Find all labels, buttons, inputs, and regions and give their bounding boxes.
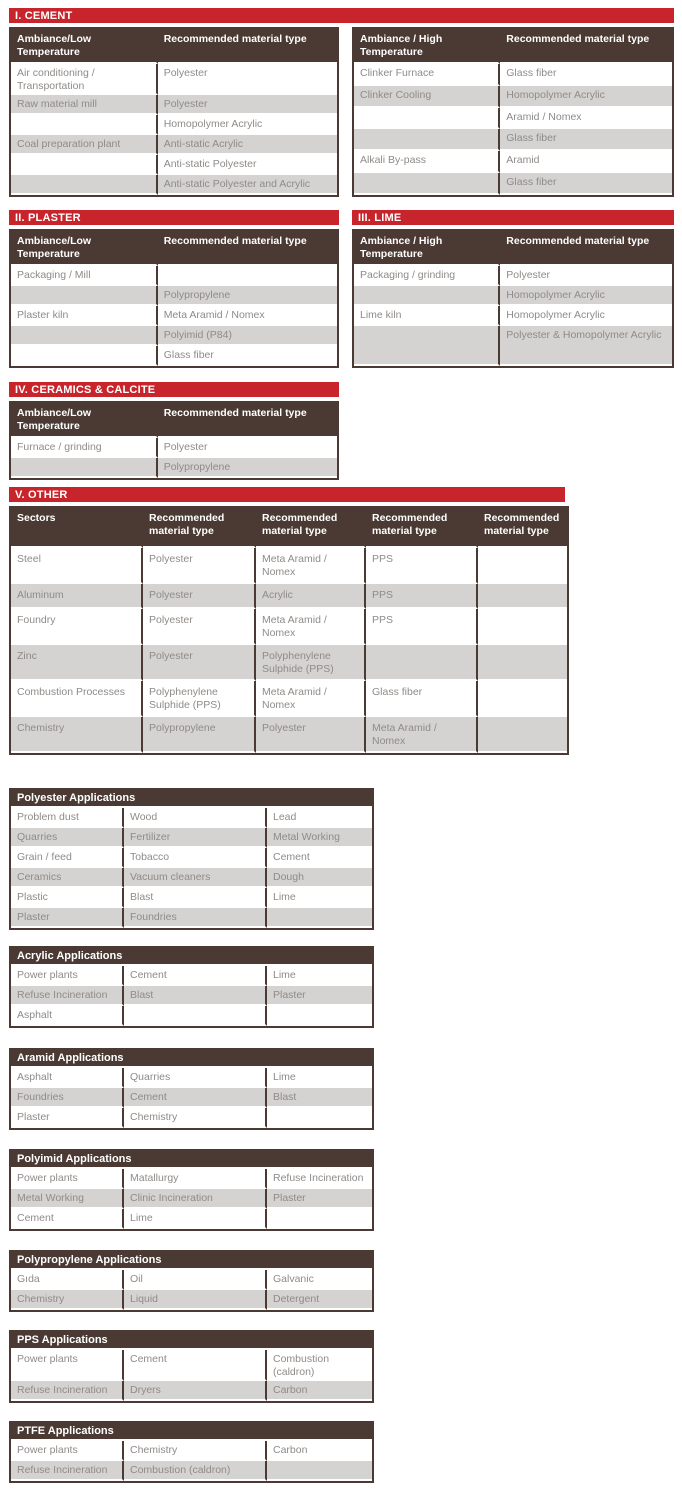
- column-header: Ambiance/Low Temperature: [11, 29, 158, 64]
- section-ceramics-calcite: [9, 382, 674, 480]
- table-cell: [366, 645, 478, 681]
- table-cell: Homopolymer Acrylic: [500, 286, 672, 306]
- table-row: [354, 326, 672, 366]
- table-row: [11, 888, 372, 908]
- table-row: [11, 1381, 372, 1401]
- table-cell: Meta Aramid / Nomex: [256, 548, 366, 584]
- section-banner-ceramics: IV. CERAMICS & CALCITE: [9, 382, 339, 397]
- section-banner-cement: I. CEMENT: [9, 8, 674, 23]
- table-cell: Foundries: [124, 908, 267, 928]
- table-row: [11, 868, 372, 888]
- table-cell: Power plants: [11, 1350, 124, 1381]
- column-header: Recommended material type: [478, 508, 567, 548]
- table-cell: Lime: [267, 888, 372, 908]
- table-cell: Matallurgy: [124, 1169, 267, 1189]
- plaster-table: [9, 229, 339, 368]
- table-cell: Lead: [267, 808, 372, 828]
- table-cell: Acrylic: [256, 584, 366, 609]
- header-row: [11, 1423, 372, 1441]
- table-cell: Blast: [124, 986, 267, 1006]
- table-cell: [267, 1209, 372, 1229]
- table-cell: Blast: [124, 888, 267, 908]
- table-row: [11, 286, 337, 306]
- table-row: [11, 326, 337, 346]
- table-cell: [267, 1461, 372, 1481]
- table-cell: Chemistry: [124, 1108, 267, 1128]
- ceramics-table: [9, 401, 339, 480]
- table-row: [11, 115, 337, 135]
- table-cell: [11, 326, 158, 346]
- table-cell: [354, 173, 500, 195]
- application-table-title: Polyimid Applications: [11, 1151, 372, 1169]
- cement-tables-row: [9, 27, 674, 197]
- table-cell: Packaging / grinding: [354, 266, 500, 286]
- header-row: [11, 231, 337, 266]
- table-cell: [478, 681, 567, 717]
- table-cell: Foundries: [11, 1088, 124, 1108]
- table-cell: Polyester: [158, 95, 337, 115]
- table-cell: Polyester: [143, 609, 256, 645]
- column-header: Recommended material type: [143, 508, 256, 548]
- table-cell: Plaster: [11, 1108, 124, 1128]
- column-header: Recommended material type: [158, 403, 337, 438]
- table-cell: PPS: [366, 548, 478, 584]
- table-row: [11, 1290, 372, 1310]
- table-cell: Cement: [124, 1088, 267, 1108]
- header-row: [11, 790, 372, 808]
- other-sectors-table: [9, 506, 569, 755]
- column-header: Recommended material type: [366, 508, 478, 548]
- table-cell: Aramid / Nomex: [500, 108, 672, 130]
- table-row: [354, 151, 672, 173]
- table-cell: Combustion (caldron): [124, 1461, 267, 1481]
- table-cell: [478, 717, 567, 753]
- table-row: [354, 129, 672, 151]
- table-cell: Glass fiber: [500, 129, 672, 151]
- table-cell: Cement: [124, 966, 267, 986]
- table-cell: Combustion (caldron): [267, 1350, 372, 1381]
- table-row: [11, 1068, 372, 1088]
- header-row: [11, 948, 372, 966]
- section-cement: [9, 8, 674, 197]
- table-cell: Ceramics: [11, 868, 124, 888]
- table-cell: Metal Working: [11, 1189, 124, 1209]
- application-table-title: PTFE Applications: [11, 1423, 372, 1441]
- table-cell: PPS: [366, 584, 478, 609]
- table-cell: Chemistry: [11, 1290, 124, 1310]
- table-row: [11, 908, 372, 928]
- header-row: [11, 508, 567, 548]
- table-row: [11, 175, 337, 195]
- table-row: [11, 135, 337, 155]
- table-cell: Carbon: [267, 1381, 372, 1401]
- table-cell: Polyimid (P84): [158, 326, 337, 346]
- table-cell: Zinc: [11, 645, 143, 681]
- table-cell: Problem dust: [11, 808, 124, 828]
- table-cell: Lime kiln: [354, 306, 500, 326]
- table-cell: Glass fiber: [500, 173, 672, 195]
- cement-low-temperature-table: [9, 27, 339, 197]
- table-cell: [11, 286, 158, 306]
- pps-applications-table: [9, 1330, 374, 1403]
- table-row: [11, 1209, 372, 1229]
- table-cell: Wood: [124, 808, 267, 828]
- section-plaster: [9, 210, 339, 368]
- table-cell: Lime: [267, 966, 372, 986]
- table-cell: Polyester: [143, 548, 256, 584]
- column-header: Recommended material type: [158, 231, 337, 266]
- plaster-lime-row: [9, 210, 674, 368]
- table-row: [11, 645, 567, 681]
- table-cell: Galvanic: [267, 1270, 372, 1290]
- table-cell: [478, 645, 567, 681]
- column-header: Recommended material type: [500, 231, 672, 266]
- table-row: [11, 1108, 372, 1128]
- table-cell: [11, 175, 158, 195]
- table-cell: Asphalt: [11, 1068, 124, 1088]
- table-cell: Power plants: [11, 1169, 124, 1189]
- table-cell: [478, 609, 567, 645]
- table-cell: Anti-static Acrylic: [158, 135, 337, 155]
- table-cell: Power plants: [11, 966, 124, 986]
- table-row: [11, 95, 337, 115]
- table-cell: Glass fiber: [158, 346, 337, 366]
- table-cell: Raw material mill: [11, 95, 158, 115]
- table-cell: Refuse Incineration: [11, 1461, 124, 1481]
- table-row: [11, 458, 337, 478]
- table-row: [11, 717, 567, 753]
- table-cell: Quarries: [11, 828, 124, 848]
- table-cell: Meta Aramid / Nomex: [256, 681, 366, 717]
- table-cell: Vacuum cleaners: [124, 868, 267, 888]
- table-cell: [267, 1006, 372, 1026]
- section-banner-lime: III. LIME: [352, 210, 674, 225]
- header-row: [11, 1050, 372, 1068]
- acrylic-applications-table: [9, 946, 374, 1028]
- table-cell: Quarries: [124, 1068, 267, 1088]
- table-cell: Homopolymer Acrylic: [500, 306, 672, 326]
- table-row: [354, 286, 672, 306]
- table-row: [11, 266, 337, 286]
- table-cell: [354, 326, 500, 366]
- table-row: [354, 64, 672, 86]
- table-cell: Polyphenylene Sulphide (PPS): [143, 681, 256, 717]
- table-row: [11, 584, 567, 609]
- table-cell: Refuse Incineration: [267, 1169, 372, 1189]
- table-cell: Detergent: [267, 1290, 372, 1310]
- table-cell: Plaster: [11, 908, 124, 928]
- polypropylene-applications-table: [9, 1250, 374, 1312]
- table-cell: Polyester: [143, 645, 256, 681]
- table-cell: Gıda: [11, 1270, 124, 1290]
- table-cell: Refuse Incineration: [11, 986, 124, 1006]
- table-row: [11, 548, 567, 584]
- table-row: [354, 173, 672, 195]
- table-cell: Lime: [267, 1068, 372, 1088]
- aramid-applications-table: [9, 1048, 374, 1130]
- section-banner-other: V. OTHER: [9, 487, 565, 502]
- table-cell: Dough: [267, 868, 372, 888]
- table-cell: Glass fiber: [366, 681, 478, 717]
- table-cell: [11, 115, 158, 135]
- table-row: [354, 306, 672, 326]
- table-cell: Carbon: [267, 1441, 372, 1461]
- table-cell: Cement: [267, 848, 372, 868]
- table-cell: Glass fiber: [500, 64, 672, 86]
- table-cell: Plaster: [267, 1189, 372, 1209]
- table-row: [11, 1441, 372, 1461]
- table-cell: PPS: [366, 609, 478, 645]
- table-row: [11, 848, 372, 868]
- table-cell: Asphalt: [11, 1006, 124, 1026]
- section-other: [9, 487, 674, 755]
- application-table-title: Polypropylene Applications: [11, 1252, 372, 1270]
- lime-table: [352, 229, 674, 368]
- table-cell: Fertilizer: [124, 828, 267, 848]
- table-cell: Polyphenylene Sulphide (PPS): [256, 645, 366, 681]
- table-cell: Polypropylene: [158, 286, 337, 306]
- table-cell: Clinker Cooling: [354, 86, 500, 108]
- header-row: [11, 1332, 372, 1350]
- table-cell: Cement: [11, 1209, 124, 1229]
- table-row: [11, 808, 372, 828]
- table-cell: Polyester: [143, 584, 256, 609]
- header-row: [11, 29, 337, 64]
- table-cell: Grain / feed: [11, 848, 124, 868]
- table-cell: Anti-static Polyester: [158, 155, 337, 175]
- table-cell: [267, 1108, 372, 1128]
- table-cell: Meta Aramid / Nomex: [256, 609, 366, 645]
- table-cell: Foundry: [11, 609, 143, 645]
- table-cell: Aluminum: [11, 584, 143, 609]
- table-cell: [267, 908, 372, 928]
- header-row: [354, 29, 672, 64]
- table-cell: Homopolymer Acrylic: [158, 115, 337, 135]
- table-cell: Dryers: [124, 1381, 267, 1401]
- table-cell: [354, 108, 500, 130]
- ptfe-applications-table: [9, 1421, 374, 1483]
- table-cell: Packaging / Mill: [11, 266, 158, 286]
- table-cell: Polyester: [500, 266, 672, 286]
- header-row: [354, 231, 672, 266]
- table-cell: Steel: [11, 548, 143, 584]
- table-row: [11, 1006, 372, 1026]
- table-cell: Alkali By-pass: [354, 151, 500, 173]
- column-header: Ambiance/Low Temperature: [11, 231, 158, 266]
- polyimid-applications-table: [9, 1149, 374, 1231]
- table-cell: Metal Working: [267, 828, 372, 848]
- table-row: [11, 64, 337, 95]
- column-header: Ambiance/Low Temperature: [11, 403, 158, 438]
- table-cell: Clinic Incineration: [124, 1189, 267, 1209]
- table-cell: Meta Aramid / Nomex: [366, 717, 478, 753]
- table-row: [11, 986, 372, 1006]
- table-row: [11, 155, 337, 175]
- table-cell: Plastic: [11, 888, 124, 908]
- table-cell: Homopolymer Acrylic: [500, 86, 672, 108]
- header-row: [11, 403, 337, 438]
- table-cell: Refuse Incineration: [11, 1381, 124, 1401]
- table-cell: Liquid: [124, 1290, 267, 1310]
- table-cell: [124, 1006, 267, 1026]
- table-cell: Clinker Furnace: [354, 64, 500, 86]
- table-cell: Meta Aramid / Nomex: [158, 306, 337, 326]
- section-banner-plaster: II. PLASTER: [9, 210, 339, 225]
- table-row: [11, 1270, 372, 1290]
- table-cell: Anti-static Polyester and Acrylic: [158, 175, 337, 195]
- table-row: [11, 438, 337, 458]
- table-cell: [354, 129, 500, 151]
- table-cell: [354, 286, 500, 306]
- table-cell: Furnace / grinding: [11, 438, 158, 458]
- table-row: [11, 609, 567, 645]
- table-cell: Chemistry: [11, 717, 143, 753]
- table-row: [354, 86, 672, 108]
- table-row: [11, 828, 372, 848]
- table-row: [11, 1350, 372, 1381]
- table-row: [11, 1461, 372, 1481]
- table-cell: Lime: [124, 1209, 267, 1229]
- application-table-title: Polyester Applications: [11, 790, 372, 808]
- application-table-title: PPS Applications: [11, 1332, 372, 1350]
- column-header: Ambiance / High Temperature: [354, 29, 500, 64]
- table-cell: Polyester: [158, 438, 337, 458]
- table-cell: Polyester & Homopolymer Acrylic: [500, 326, 672, 366]
- table-cell: [11, 458, 158, 478]
- table-cell: [158, 266, 337, 286]
- column-header: Recommended material type: [158, 29, 337, 64]
- table-cell: [11, 155, 158, 175]
- table-cell: Plaster: [267, 986, 372, 1006]
- table-cell: Aramid: [500, 151, 672, 173]
- table-cell: Combustion Processes: [11, 681, 143, 717]
- table-cell: Tobacco: [124, 848, 267, 868]
- table-cell: Blast: [267, 1088, 372, 1108]
- table-row: [11, 1189, 372, 1209]
- table-cell: Power plants: [11, 1441, 124, 1461]
- table-row: [11, 1169, 372, 1189]
- table-cell: [478, 584, 567, 609]
- column-header: Sectors: [11, 508, 143, 548]
- column-header: Recommended material type: [256, 508, 366, 548]
- header-row: [11, 1252, 372, 1270]
- table-cell: Chemistry: [124, 1441, 267, 1461]
- table-row: [11, 346, 337, 366]
- table-cell: Cement: [124, 1350, 267, 1381]
- application-table-title: Aramid Applications: [11, 1050, 372, 1068]
- table-cell: Polyester: [158, 64, 337, 95]
- table-cell: Plaster kiln: [11, 306, 158, 326]
- table-cell: Oil: [124, 1270, 267, 1290]
- table-cell: [478, 548, 567, 584]
- table-cell: [11, 346, 158, 366]
- table-cell: Air conditioning / Transportation: [11, 64, 158, 95]
- table-row: [354, 108, 672, 130]
- table-row: [11, 1088, 372, 1108]
- section-lime: [352, 210, 674, 368]
- table-row: [11, 306, 337, 326]
- table-cell: Coal preparation plant: [11, 135, 158, 155]
- column-header: Ambiance / High Temperature: [354, 231, 500, 266]
- column-header: Recommended material type: [500, 29, 672, 64]
- header-row: [11, 1151, 372, 1169]
- table-cell: Polyester: [256, 717, 366, 753]
- table-cell: Polypropylene: [158, 458, 337, 478]
- table-row: [354, 266, 672, 286]
- table-cell: Polypropylene: [143, 717, 256, 753]
- cement-high-temperature-table: [352, 27, 674, 197]
- table-row: [11, 681, 567, 717]
- polyester-applications-table: [9, 788, 374, 930]
- table-row: [11, 966, 372, 986]
- application-table-title: Acrylic Applications: [11, 948, 372, 966]
